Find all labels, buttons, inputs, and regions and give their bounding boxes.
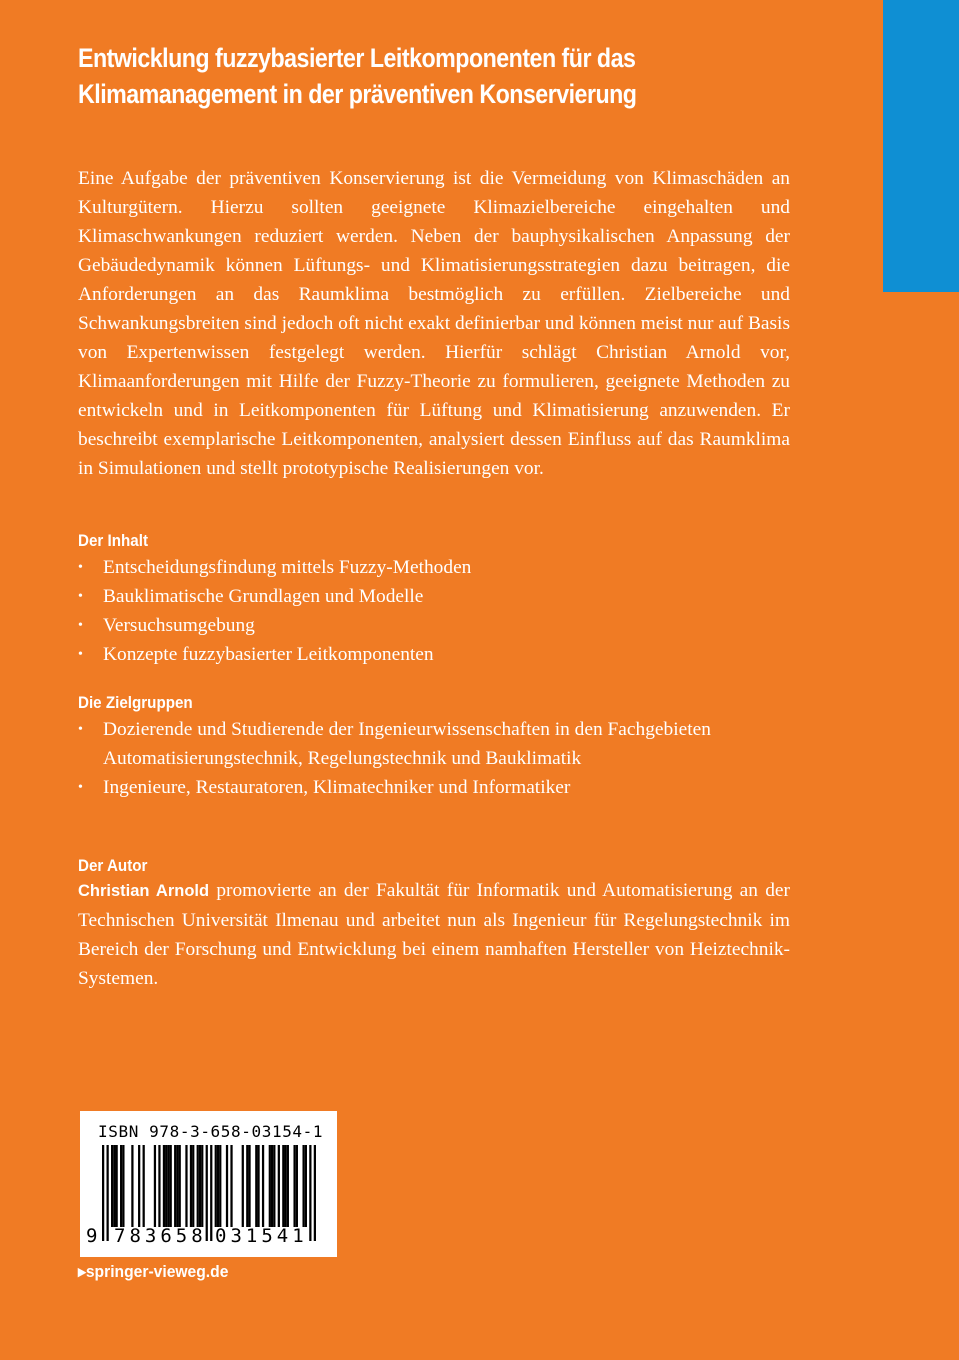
barcode-bar xyxy=(226,1145,228,1227)
barcode-bar xyxy=(120,1145,122,1227)
bullet-dot-icon: • xyxy=(78,647,83,662)
website-label: springer-vieweg.de xyxy=(85,1262,229,1281)
barcode-bar xyxy=(197,1145,199,1227)
intro-paragraph: Eine Aufgabe der präventiven Konservierung ist die Vermeidung von Klimaschäden an Kulturgütern. Hierzu sollten geeignete Klimazielbereiche eingehalten und Klimaschwankungen reduziert werden. Neben der bauphysikalischen Anpassung der Gebäudedynamik können Lüftungs- und Klimatisierungsstrategien dazu beitragen, die Anforderungen an das Raumklima bestmöglich zu erfüllen. Zielbereiche und Schwankungsbreiten sind jedoch oft nicht exakt definierbar und können meist nur auf Basis von Expertenwissen festgelegt werden. Hierfür schlägt Christian Arnold vor, Klimaanforderungen mit Hilfe der Fuzzy-Theorie zu formulieren, geeignete Methoden zu entwickeln und in Leitkomponenten für Lüftung und Klimatisierung anzuwenden. Er beschreibt exemplarische Leitkomponenten, analysiert dessen Einfluss auf das Raumklima in Simulationen und stellt prototypische Realisierungen vor. xyxy=(78,168,790,479)
barcode-bar xyxy=(179,1145,181,1227)
barcode-bar xyxy=(190,1145,192,1227)
list-item: • Konzepte fuzzybasierter Leitkomponenten xyxy=(78,640,778,669)
barcode-bar xyxy=(248,1145,250,1227)
barcode-guard-bar xyxy=(314,1145,316,1241)
barcode-bar xyxy=(273,1145,275,1227)
barcode-bar xyxy=(305,1145,307,1227)
barcode-bar xyxy=(138,1145,140,1227)
triangle-right-icon: ▸ xyxy=(78,1262,86,1281)
autor-bio: promovierte an der Fakultät für Informatik und Automatisierung an der Technischen Universität Ilmenau und arbeitet nun als Ingenieur für Regelungstechnik im Bereich der Forschung und Entwicklung bei einem namhaften Hersteller von Heiztechnik-Systemen. xyxy=(78,880,790,989)
barcode-right-digits: 031541 xyxy=(215,1225,308,1247)
barcode-bar xyxy=(167,1145,169,1227)
barcode-bar xyxy=(113,1145,115,1227)
barcode-bar xyxy=(219,1145,221,1227)
barcode-bar xyxy=(296,1145,298,1227)
barcode-bar xyxy=(143,1145,145,1227)
barcode-bar xyxy=(282,1145,284,1227)
inhalt-heading: Der Inhalt xyxy=(78,532,149,550)
bullet-dot-icon: • xyxy=(78,589,83,604)
list-item: • Ingenieure, Restauratoren, Klimatechniker und Informatiker xyxy=(78,773,718,802)
author-name: Christian Arnold xyxy=(78,882,210,900)
barcode-bar xyxy=(293,1145,295,1227)
barcode-bar xyxy=(170,1145,172,1227)
barcode-bar xyxy=(284,1145,286,1227)
zielgruppen-list xyxy=(78,715,718,802)
barcode-bar xyxy=(278,1145,280,1227)
barcode-bar xyxy=(287,1145,289,1227)
inhalt-list xyxy=(78,553,778,669)
title-line-2: Klimamanagement in der präventiven Konservierung xyxy=(78,79,637,109)
bullet-dot-icon: • xyxy=(78,618,83,633)
list-item: • Versuchsumgebung xyxy=(78,611,778,640)
barcode-bar xyxy=(176,1145,178,1227)
barcode-bar xyxy=(163,1145,165,1227)
barcode-bar xyxy=(217,1145,219,1227)
barcode-bar xyxy=(122,1145,124,1227)
book-title xyxy=(78,40,766,112)
bullet-dot-icon: • xyxy=(78,560,83,575)
list-item: • Bauklimatische Grundlagen und Modelle xyxy=(78,582,778,611)
barcode-bar xyxy=(131,1145,133,1227)
barcode-bar xyxy=(199,1145,201,1227)
barcode-guard-bar xyxy=(102,1145,104,1241)
barcode-bar xyxy=(257,1145,259,1227)
barcode-bar xyxy=(165,1145,167,1227)
barcode-bar xyxy=(192,1145,194,1227)
barcode-lead-digit: 9 xyxy=(86,1225,98,1247)
list-item: • Dozierende und Studierende der Ingenieurwissenschaften in den Fachgebieten Automatisierungstechnik, Regelungstechnik und Bauklimatik xyxy=(78,715,718,773)
barcode-bar xyxy=(111,1145,113,1227)
bullet-dot-icon: • xyxy=(78,780,83,795)
list-item: • Entscheidungsfindung mittels Fuzzy-Methoden xyxy=(78,553,778,582)
barcode-guard-bar xyxy=(309,1145,311,1241)
barcode-bar xyxy=(242,1145,244,1227)
barcode-bar xyxy=(255,1145,257,1227)
title-line-1: Entwicklung fuzzybasierter Leitkomponenten für das xyxy=(78,43,636,73)
barcode-bar xyxy=(185,1145,187,1227)
autor-paragraph xyxy=(78,876,790,993)
bullet-dot-icon: • xyxy=(78,722,83,737)
barcode-bar xyxy=(271,1145,273,1227)
isbn-barcode xyxy=(80,1111,337,1257)
barcode-bar xyxy=(302,1145,304,1227)
barcode-bar xyxy=(215,1145,217,1227)
barcode-bar xyxy=(116,1145,118,1227)
isbn-label: ISBN 978-3-658-03154-1 xyxy=(98,1122,324,1141)
publisher-website[interactable] xyxy=(78,1262,228,1282)
barcode-bar xyxy=(154,1145,156,1227)
barcode-bar xyxy=(262,1145,264,1227)
barcode-guard-bar xyxy=(107,1145,109,1241)
barcode-bar xyxy=(158,1145,160,1227)
barcode-bar xyxy=(246,1145,248,1227)
barcode-bar xyxy=(230,1145,232,1227)
barcode-left-digits: 783658 xyxy=(114,1225,207,1247)
barcode-bar xyxy=(201,1145,203,1227)
autor-heading: Der Autor xyxy=(78,857,148,875)
blue-tab-accent xyxy=(883,0,959,292)
zielgruppen-heading: Die Zielgruppen xyxy=(78,694,193,712)
barcode-guard-bar xyxy=(210,1145,212,1241)
barcode-bar xyxy=(174,1145,176,1227)
barcode-bar xyxy=(269,1145,271,1227)
